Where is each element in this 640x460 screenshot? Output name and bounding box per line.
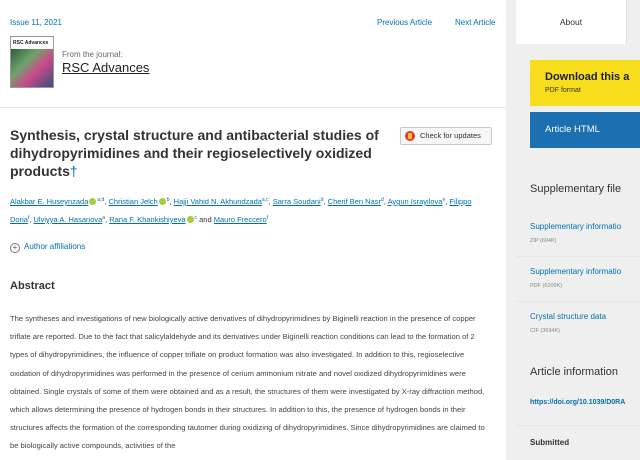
author-conjunction: and — [199, 215, 212, 224]
author-affiliation-marker: a,c — [261, 197, 269, 203]
author-affiliation-marker: d — [320, 197, 324, 203]
supp-file-link-1[interactable]: Supplementary informatio — [530, 222, 622, 231]
supp-file-meta-1: ZIP (694K) — [530, 238, 557, 244]
author-link[interactable]: Hajji Vahid N. Akhundzada — [173, 197, 262, 206]
download-pdf-button[interactable] — [530, 60, 640, 106]
abstract-heading: Abstract — [10, 280, 55, 292]
author-link[interactable]: Mauro Freccero — [213, 215, 267, 224]
crossmark-icon — [405, 131, 415, 141]
author-affiliation-marker: f — [27, 215, 30, 221]
tab-about[interactable] — [516, 0, 627, 44]
footnote-dagger[interactable]: † — [69, 163, 78, 179]
doi-link[interactable]: https://doi.org/10.1039/D0RA — [530, 399, 626, 406]
author-link[interactable]: Sarra Soudani — [272, 197, 321, 206]
article-title — [10, 126, 390, 180]
download-label: Download this a — [545, 71, 630, 83]
author-link[interactable]: Rana F. Khankishiyeva — [109, 215, 186, 224]
check-for-updates-button[interactable] — [400, 127, 492, 145]
cover-art — [11, 49, 53, 87]
supp-file-link-2[interactable]: Supplementary informatio — [530, 267, 622, 276]
issue-link[interactable]: Issue 11, 2021 — [10, 18, 62, 27]
author-link[interactable]: Filippo Doria — [10, 197, 472, 224]
author-list: Alakbar E. Huseynzada $^{a,d}$, Christian Jelch $^b$, Hajji Vahid N. Akhundzada$^{a,c}$, Sarra Soudani$^d$, Cherif Ben Nasr$^d$, Aygun Israyilova$^e$, Filippo Doria$^f$, Ulviyya A. Hasanova$^a$, Rana F. Khankishiyeva $^c$ and Mauro Freccero$^f$ — [10, 197, 472, 224]
tab-inactive[interactable] — [627, 0, 640, 44]
divider — [516, 301, 640, 302]
next-article-link[interactable]: Next Article — [455, 18, 496, 27]
from-journal-label: From the journal: — [62, 50, 123, 59]
cover-title: RSC Advances — [11, 37, 53, 49]
supp-file-meta-3: CIF (3694K) — [530, 328, 560, 334]
author-affiliations-label: Author affiliations — [24, 242, 86, 251]
supplementary-files-heading: Supplementary file — [530, 183, 622, 195]
author-link[interactable]: Aygun Israyilova — [387, 197, 443, 206]
journal-cover-image[interactable] — [10, 36, 54, 88]
author-affiliation-marker: b — [166, 197, 170, 203]
submitted-label: Submitted — [530, 438, 570, 447]
article-title-text: Synthesis, crystal structure and antibacterial studies of dihydropyrimidines and their regioselectively oxidized products — [10, 127, 379, 179]
author-affiliation-marker: a — [102, 215, 106, 221]
plus-circle-icon: + — [10, 243, 20, 253]
divider — [0, 107, 506, 108]
orcid-icon[interactable] — [159, 198, 166, 205]
download-format: PDF format — [545, 87, 581, 94]
supp-file-meta-2: PDF (6209K) — [530, 283, 563, 289]
author-link[interactable]: Christian Jelch — [108, 197, 158, 206]
author-affiliation-marker: e — [442, 197, 446, 203]
article-html-button[interactable] — [530, 112, 640, 148]
article-information-heading: Article information — [530, 366, 619, 378]
orcid-icon[interactable] — [89, 198, 96, 205]
author-link[interactable]: Cherif Ben Nasr — [327, 197, 382, 206]
author-affiliation-marker: d — [381, 197, 384, 203]
journal-link[interactable]: RSC Advances — [62, 60, 150, 75]
author-link[interactable]: Alakbar E. Huseynzada — [10, 197, 89, 206]
divider — [516, 256, 640, 257]
tab-about-label: About — [559, 17, 583, 27]
previous-article-link[interactable]: Previous Article — [377, 18, 433, 27]
orcid-icon[interactable] — [187, 216, 194, 223]
author-affiliation-marker: a,d — [97, 197, 105, 203]
author-affiliation-marker: f — [266, 215, 269, 221]
author-affiliation-marker: c — [194, 215, 198, 221]
author-affiliations-toggle[interactable] — [10, 242, 85, 253]
author-link[interactable]: Ulviyya A. Hasanova — [33, 215, 103, 224]
supp-file-link-3[interactable]: Crystal structure data — [530, 312, 607, 321]
check-for-updates-label: Check for updates — [420, 131, 481, 140]
article-html-label: Article HTML — [545, 124, 600, 135]
divider — [516, 425, 640, 426]
abstract-text: The syntheses and investigations of new biologically active derivatives of dihydropyrimidines by Biginelli reaction in the presence of copper triflate are reported. Due to the fact that salicylaldehyde and its derivatives under Biginelli reaction conditions can lead to the formation of 2 types of dihydropyrimidines, the influence of copper triflate on product formation was also investigated. In addition to this, regioselective oxidation of dihydropyrimidines was performed in the presence of cerium ammonium nitrate and novel oxidized dihydropyrimidines were obtained. Single crystals of some of them were obtained and as a result, the structures of them were investigated by X-ray diffraction method, which allows determining the presence of hydrogen bonds in their structures. In addition to this, the presence of hydrogen bonds in their structures affects the formation of the corresponding tautomer during oxidizing of dihydropyrimidines. Since dihydropyrimidines are claimed to be biologically active compounds, activities of the — [10, 314, 485, 451]
